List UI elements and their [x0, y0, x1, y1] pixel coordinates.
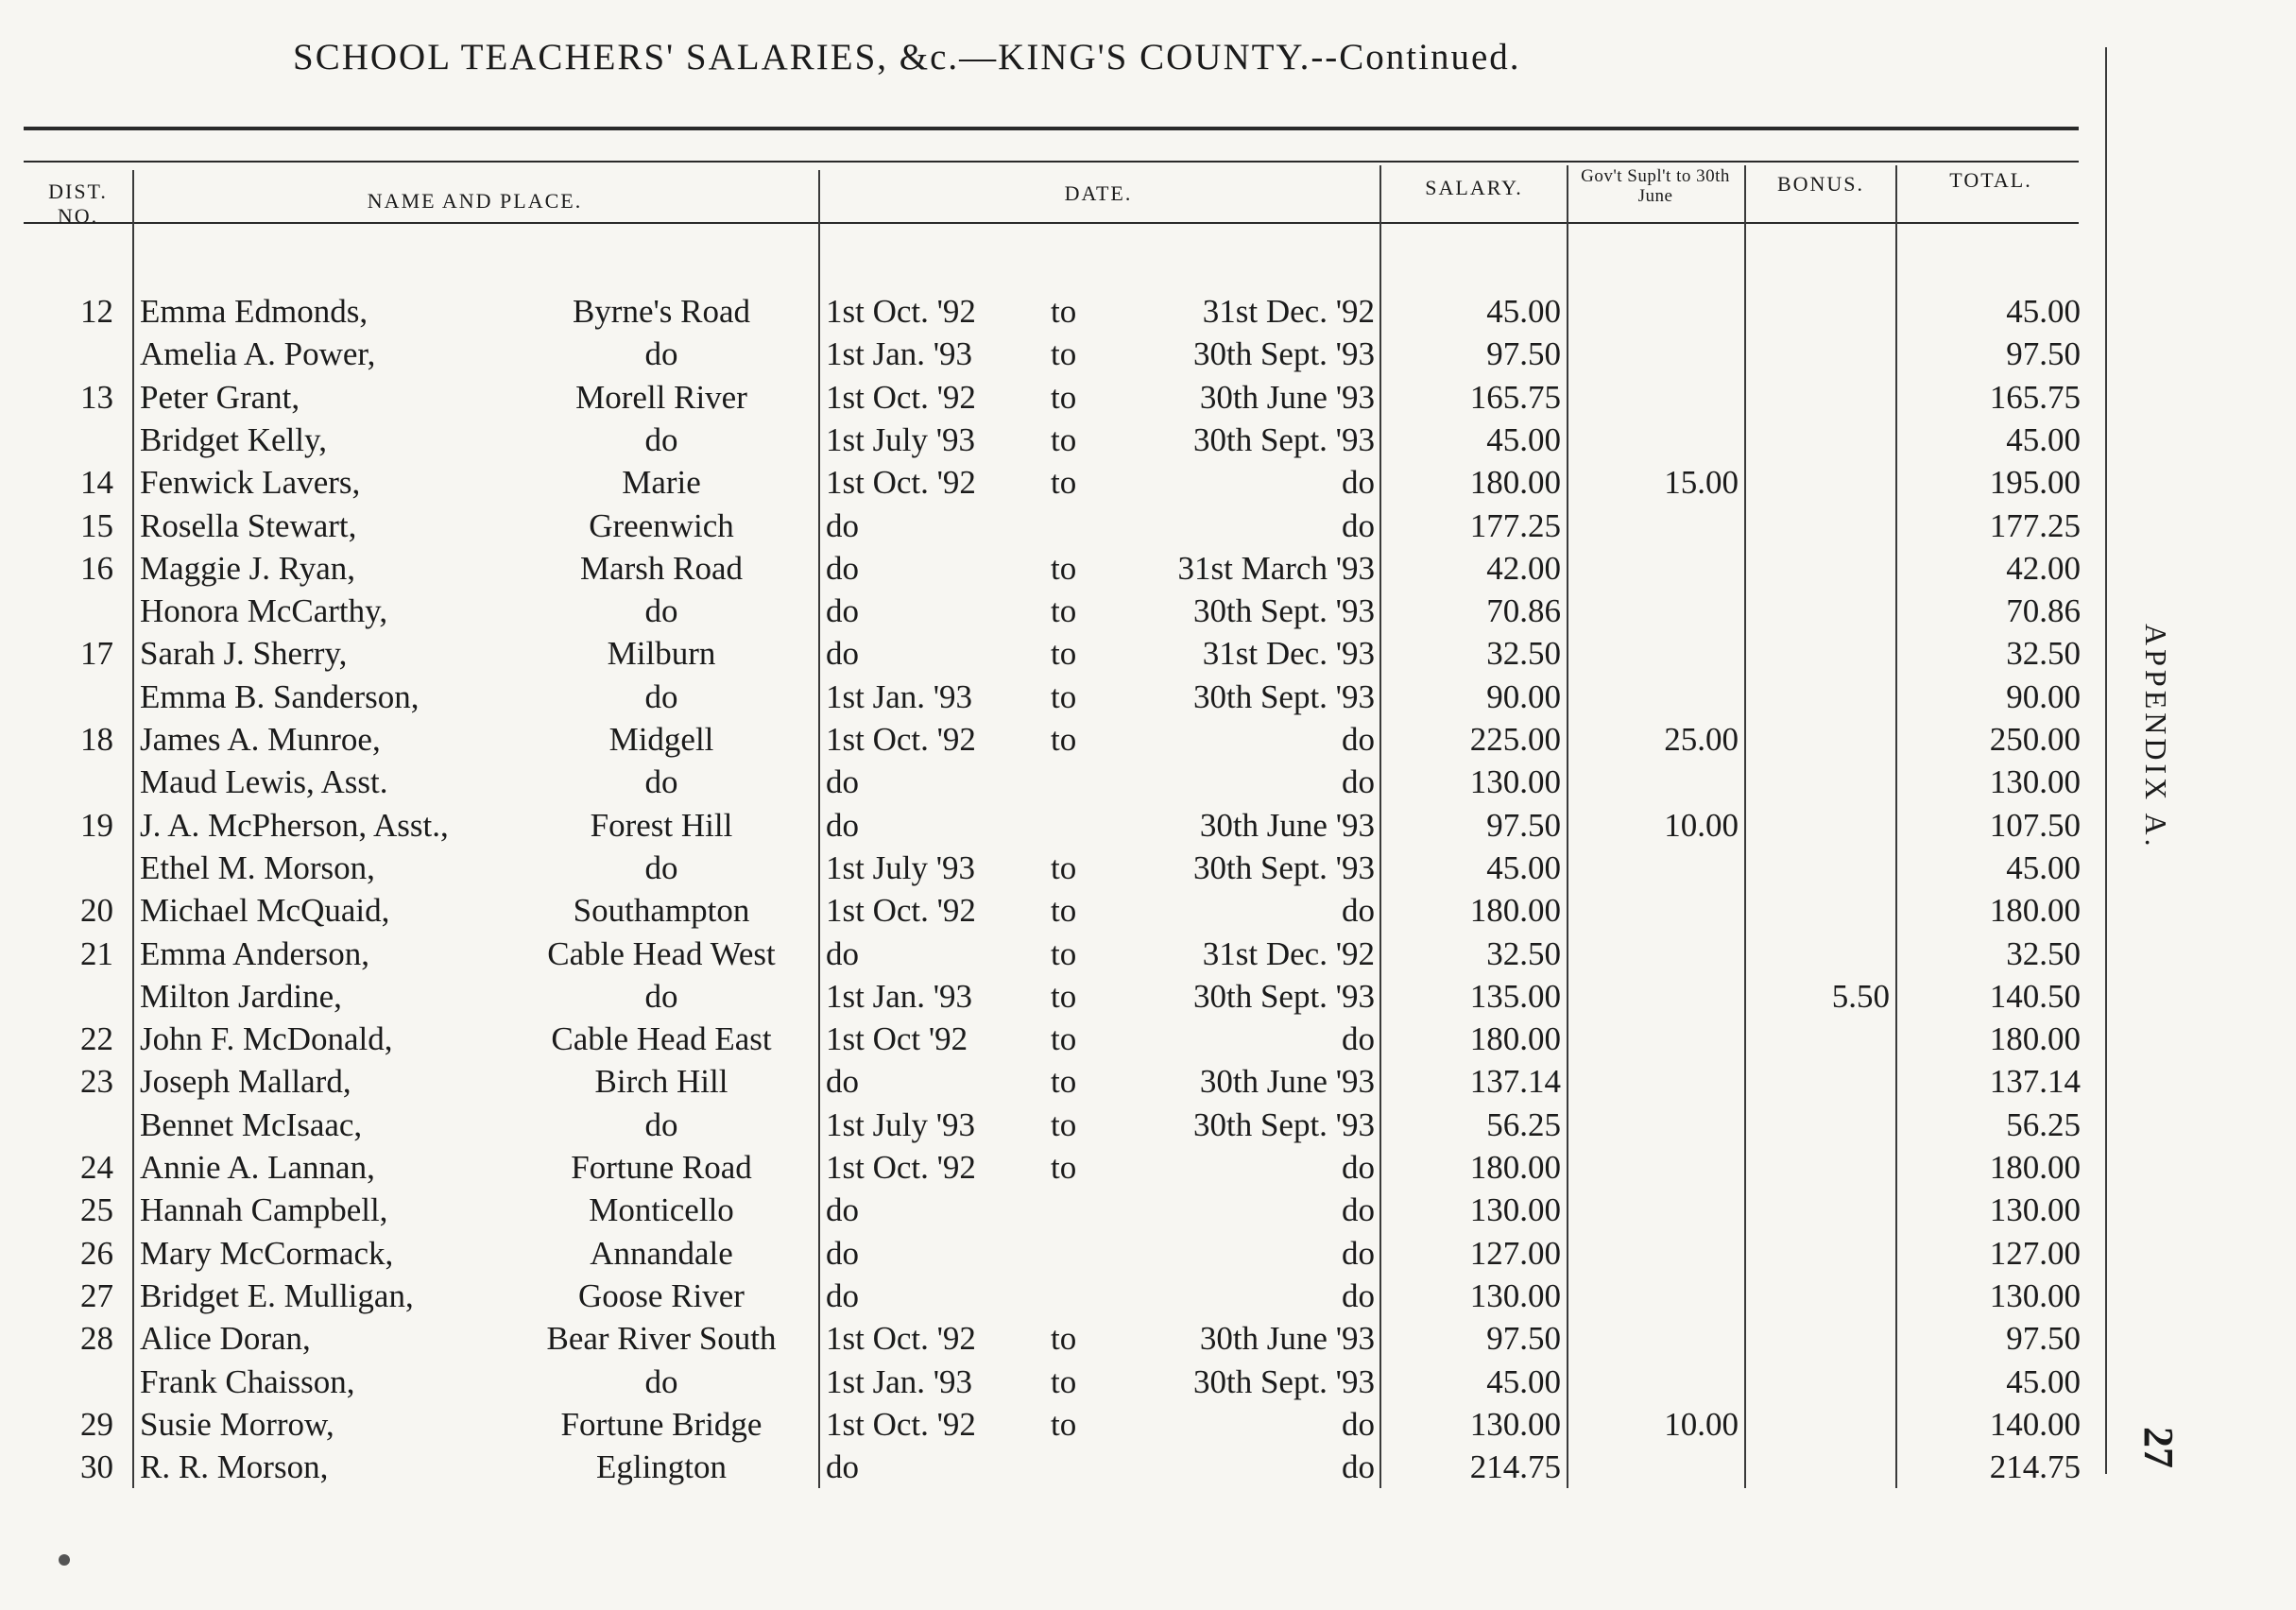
row-date-until: do [1342, 1149, 1375, 1186]
row-place: Greenwich [589, 507, 734, 544]
row-date-until: do [1342, 1191, 1375, 1228]
row-place: Bear River South [546, 1320, 777, 1357]
row-total: 45.00 [2006, 293, 2081, 330]
row-name: R. R. Morson, [140, 1448, 329, 1485]
row-name: Bridget E. Mulligan, [140, 1277, 414, 1314]
row-place: do [644, 978, 678, 1015]
row-place: Milburn [607, 635, 716, 672]
row-date-to: to [1051, 464, 1077, 501]
row-date-from: do [826, 807, 859, 844]
row-date-to: to [1051, 849, 1077, 886]
row-date-from: do [826, 1277, 859, 1314]
row-name: Hannah Campbell, [140, 1191, 388, 1228]
header-total: TOTAL. [1949, 168, 2032, 192]
row-date-until: 31st Dec. '92 [1202, 935, 1375, 972]
row-place: do [644, 421, 678, 458]
row-salary: 135.00 [1469, 978, 1561, 1015]
row-total: 97.50 [2006, 1320, 2081, 1357]
row-salary: 56.25 [1486, 1106, 1561, 1143]
row-date-until: 31st March '93 [1177, 550, 1375, 587]
row-date-from: 1st July '93 [826, 1106, 975, 1143]
row-date-until: do [1342, 507, 1375, 544]
row-date-from: 1st Oct. '92 [826, 464, 976, 501]
row-total: 70.86 [2006, 592, 2081, 629]
row-dist-no: 17 [80, 635, 113, 672]
row-dist-no: 13 [80, 379, 113, 416]
row-date-until: do [1342, 1235, 1375, 1272]
row-place: do [644, 763, 678, 800]
row-place: Birch Hill [594, 1063, 728, 1100]
row-dist-no: 25 [80, 1191, 113, 1228]
row-dist-no: 14 [80, 464, 113, 501]
row-name: Emma Edmonds, [140, 293, 368, 330]
row-name: Fenwick Lavers, [140, 464, 361, 501]
row-date-to: to [1051, 293, 1077, 330]
row-name: Bennet McIsaac, [140, 1106, 363, 1143]
row-salary: 180.00 [1469, 1020, 1561, 1057]
row-place: do [644, 335, 678, 372]
row-date-from: do [826, 1235, 859, 1272]
row-date-to: to [1051, 1149, 1077, 1186]
row-total: 140.50 [1989, 978, 2081, 1015]
row-govt-supl: 10.00 [1664, 1406, 1739, 1443]
row-date-to: to [1051, 1106, 1077, 1143]
title-rule-top [24, 127, 2079, 130]
row-total: 130.00 [1989, 1277, 2081, 1314]
row-name: Amelia A. Power, [140, 335, 376, 372]
row-place: do [644, 849, 678, 886]
row-dist-no: 28 [80, 1320, 113, 1357]
row-total: 130.00 [1989, 1191, 2081, 1228]
row-date-from: do [826, 763, 859, 800]
row-date-from: 1st Oct '92 [826, 1020, 968, 1057]
row-total: 107.50 [1989, 807, 2081, 844]
row-date-from: 1st Jan. '93 [826, 335, 973, 372]
row-date-until: 30th Sept. '93 [1192, 1106, 1375, 1143]
row-salary: 45.00 [1486, 1363, 1561, 1400]
row-salary: 70.86 [1486, 592, 1561, 629]
row-name: Joseph Mallard, [140, 1063, 351, 1100]
row-name: Frank Chaisson, [140, 1363, 355, 1400]
row-date-to: to [1051, 592, 1077, 629]
row-date-until: 30th Sept. '93 [1192, 335, 1375, 372]
row-place: Fortune Road [571, 1149, 752, 1186]
row-date-to: to [1051, 721, 1077, 758]
col-sep-date [1379, 165, 1381, 1488]
row-name: Michael McQuaid, [140, 892, 390, 929]
col-sep-salary [1567, 165, 1568, 1488]
row-total: 45.00 [2006, 421, 2081, 458]
row-salary: 177.25 [1469, 507, 1561, 544]
row-place: Goose River [578, 1277, 745, 1314]
row-place: Marie [622, 464, 701, 501]
row-salary: 45.00 [1486, 849, 1561, 886]
row-date-until: do [1342, 763, 1375, 800]
col-sep-name [818, 170, 820, 1488]
row-total: 45.00 [2006, 849, 2081, 886]
row-name: James A. Munroe, [140, 721, 381, 758]
row-total: 195.00 [1989, 464, 2081, 501]
row-total: 32.50 [2006, 635, 2081, 672]
row-bonus: 5.50 [1831, 978, 1890, 1015]
row-date-from: 1st Jan. '93 [826, 1363, 973, 1400]
row-salary: 130.00 [1469, 1191, 1561, 1228]
row-date-to: to [1051, 379, 1077, 416]
row-date-from: 1st July '93 [826, 421, 975, 458]
row-date-from: do [826, 592, 859, 629]
row-place: Fortune Bridge [560, 1406, 762, 1443]
row-salary: 180.00 [1469, 1149, 1561, 1186]
row-date-to: to [1051, 635, 1077, 672]
row-salary: 137.14 [1469, 1063, 1561, 1100]
row-salary: 97.50 [1486, 1320, 1561, 1357]
row-dist-no: 30 [80, 1448, 113, 1485]
row-salary: 130.00 [1469, 1406, 1561, 1443]
row-salary: 130.00 [1469, 763, 1561, 800]
row-place: Forest Hill [590, 807, 733, 844]
row-date-from: 1st July '93 [826, 849, 975, 886]
row-salary: 165.75 [1469, 379, 1561, 416]
row-place: do [644, 678, 678, 715]
row-place: Cable Head East [551, 1020, 772, 1057]
row-dist-no: 23 [80, 1063, 113, 1100]
row-place: Midgell [608, 721, 714, 758]
row-name: Bridget Kelly, [140, 421, 327, 458]
row-name: Emma B. Sanderson, [140, 678, 420, 715]
page-title: SCHOOL TEACHERS' SALARIES, &c.—KING'S COUNTY.--Continued. [293, 37, 1521, 77]
row-salary: 130.00 [1469, 1277, 1561, 1314]
header-dist-no: DIST. NO. [48, 180, 108, 228]
row-date-until: 30th Sept. '93 [1192, 678, 1375, 715]
row-place: Cable Head West [547, 935, 776, 972]
row-salary: 180.00 [1469, 464, 1561, 501]
row-total: 42.00 [2006, 550, 2081, 587]
row-date-from: 1st Oct. '92 [826, 892, 976, 929]
row-date-from: do [826, 1063, 859, 1100]
row-place: Byrne's Road [572, 293, 751, 330]
header-govt-supl: Gov't Supl't to 30th June [1581, 166, 1730, 206]
row-name: Mary McCormack, [140, 1235, 394, 1272]
row-salary: 42.00 [1486, 550, 1561, 587]
row-date-to: to [1051, 550, 1077, 587]
row-salary: 32.50 [1486, 635, 1561, 672]
row-date-until: do [1342, 1277, 1375, 1314]
row-place: Annandale [590, 1235, 733, 1272]
col-sep-dist [132, 170, 134, 1488]
row-total: 130.00 [1989, 763, 2081, 800]
row-date-from: 1st Jan. '93 [826, 978, 973, 1015]
row-date-to: to [1051, 1406, 1077, 1443]
row-date-from: do [826, 635, 859, 672]
row-dist-no: 19 [80, 807, 113, 844]
row-date-until: 30th June '93 [1199, 807, 1375, 844]
appendix-label: APPENDIX A. [2139, 624, 2173, 850]
row-total: 45.00 [2006, 1363, 2081, 1400]
row-date-to: to [1051, 935, 1077, 972]
header-name-place: NAME AND PLACE. [367, 189, 583, 213]
row-total: 127.00 [1989, 1235, 2081, 1272]
row-govt-supl: 15.00 [1664, 464, 1739, 501]
row-date-from: 1st Oct. '92 [826, 293, 976, 330]
row-date-to: to [1051, 335, 1077, 372]
row-date-from: 1st Jan. '93 [826, 678, 973, 715]
row-salary: 97.50 [1486, 335, 1561, 372]
row-date-until: do [1342, 892, 1375, 929]
row-date-until: 31st Dec. '92 [1202, 293, 1375, 330]
row-salary: 90.00 [1486, 678, 1561, 715]
row-name: Emma Anderson, [140, 935, 370, 972]
row-place: Morell River [575, 379, 747, 416]
row-dist-no: 21 [80, 935, 113, 972]
row-name: Sarah J. Sherry, [140, 635, 348, 672]
row-total: 180.00 [1989, 1149, 2081, 1186]
row-date-from: 1st Oct. '92 [826, 1406, 976, 1443]
row-salary: 127.00 [1469, 1235, 1561, 1272]
header-rule [24, 222, 2079, 224]
row-total: 97.50 [2006, 335, 2081, 372]
row-total: 214.75 [1989, 1448, 2081, 1485]
row-name: Alice Doran, [140, 1320, 311, 1357]
row-name: Milton Jardine, [140, 978, 342, 1015]
row-date-until: 30th Sept. '93 [1192, 849, 1375, 886]
header-salary: SALARY. [1425, 176, 1523, 199]
row-total: 32.50 [2006, 935, 2081, 972]
header-date: DATE. [1064, 181, 1133, 205]
row-name: Peter Grant, [140, 379, 300, 416]
row-date-until: do [1342, 1448, 1375, 1485]
title-rule-bottom [24, 161, 2079, 163]
row-dist-no: 15 [80, 507, 113, 544]
row-total: 137.14 [1989, 1063, 2081, 1100]
row-dist-no: 20 [80, 892, 113, 929]
row-name: Rosella Stewart, [140, 507, 357, 544]
row-name: Maggie J. Ryan, [140, 550, 356, 587]
row-date-until: 31st Dec. '93 [1202, 635, 1375, 672]
row-date-from: 1st Oct. '92 [826, 379, 976, 416]
row-name: Ethel M. Morson, [140, 849, 375, 886]
col-sep-bonus [1895, 165, 1897, 1488]
row-salary: 214.75 [1469, 1448, 1561, 1485]
row-dist-no: 24 [80, 1149, 113, 1186]
row-dist-no: 16 [80, 550, 113, 587]
row-date-from: 1st Oct. '92 [826, 1320, 976, 1357]
row-date-until: do [1342, 1406, 1375, 1443]
row-name: Annie A. Lannan, [140, 1149, 375, 1186]
row-salary: 180.00 [1469, 892, 1561, 929]
row-name: Maud Lewis, Asst. [140, 763, 388, 800]
row-date-to: to [1051, 1320, 1077, 1357]
row-govt-supl: 25.00 [1664, 721, 1739, 758]
row-dist-no: 22 [80, 1020, 113, 1057]
row-date-from: do [826, 1448, 859, 1485]
row-salary: 97.50 [1486, 807, 1561, 844]
row-date-to: to [1051, 678, 1077, 715]
page-edge-line [2105, 47, 2107, 1474]
row-date-until: 30th June '93 [1199, 379, 1375, 416]
row-date-to: to [1051, 978, 1077, 1015]
row-date-to: to [1051, 1020, 1077, 1057]
row-name: John F. McDonald, [140, 1020, 393, 1057]
row-date-from: 1st Oct. '92 [826, 721, 976, 758]
row-place: do [644, 592, 678, 629]
row-place: do [644, 1106, 678, 1143]
row-total: 250.00 [1989, 721, 2081, 758]
row-name: J. A. McPherson, Asst., [140, 807, 449, 844]
row-dist-no: 29 [80, 1406, 113, 1443]
row-date-until: 30th June '93 [1199, 1320, 1375, 1357]
row-name: Honora McCarthy, [140, 592, 388, 629]
row-dist-no: 27 [80, 1277, 113, 1314]
row-date-to: to [1051, 892, 1077, 929]
row-date-until: 30th Sept. '93 [1192, 978, 1375, 1015]
row-date-from: do [826, 935, 859, 972]
row-date-until: do [1342, 1020, 1375, 1057]
ink-dot [59, 1554, 70, 1566]
row-date-from: do [826, 1191, 859, 1228]
row-place: Eglington [595, 1448, 728, 1485]
row-dist-no: 18 [80, 721, 113, 758]
row-salary: 32.50 [1486, 935, 1561, 972]
row-total: 90.00 [2006, 678, 2081, 715]
row-total: 165.75 [1989, 379, 2081, 416]
row-place: Southampton [573, 892, 750, 929]
row-date-until: 30th Sept. '93 [1192, 1363, 1375, 1400]
row-place: Marsh Road [579, 550, 744, 587]
row-date-to: to [1051, 1363, 1077, 1400]
row-date-from: 1st Oct. '92 [826, 1149, 976, 1186]
row-date-until: do [1342, 721, 1375, 758]
row-salary: 225.00 [1469, 721, 1561, 758]
row-total: 180.00 [1989, 1020, 2081, 1057]
row-total: 177.25 [1989, 507, 2081, 544]
row-date-from: do [826, 507, 859, 544]
page-number: 27 [2135, 1427, 2182, 1468]
row-total: 180.00 [1989, 892, 2081, 929]
row-name: Susie Morrow, [140, 1406, 334, 1443]
row-date-to: to [1051, 1063, 1077, 1100]
row-place: Monticello [589, 1191, 734, 1228]
row-salary: 45.00 [1486, 293, 1561, 330]
row-date-until: do [1342, 464, 1375, 501]
row-total: 56.25 [2006, 1106, 2081, 1143]
row-date-to: to [1051, 421, 1077, 458]
row-salary: 45.00 [1486, 421, 1561, 458]
row-govt-supl: 10.00 [1664, 807, 1739, 844]
row-date-until: 30th June '93 [1199, 1063, 1375, 1100]
row-dist-no: 12 [80, 293, 113, 330]
col-sep-govt [1744, 165, 1746, 1488]
header-bonus: BONUS. [1776, 172, 1865, 196]
row-total: 140.00 [1989, 1406, 2081, 1443]
row-place: do [644, 1363, 678, 1400]
row-date-from: do [826, 550, 859, 587]
row-dist-no: 26 [80, 1235, 113, 1272]
row-date-until: 30th Sept. '93 [1192, 421, 1375, 458]
row-date-until: 30th Sept. '93 [1192, 592, 1375, 629]
